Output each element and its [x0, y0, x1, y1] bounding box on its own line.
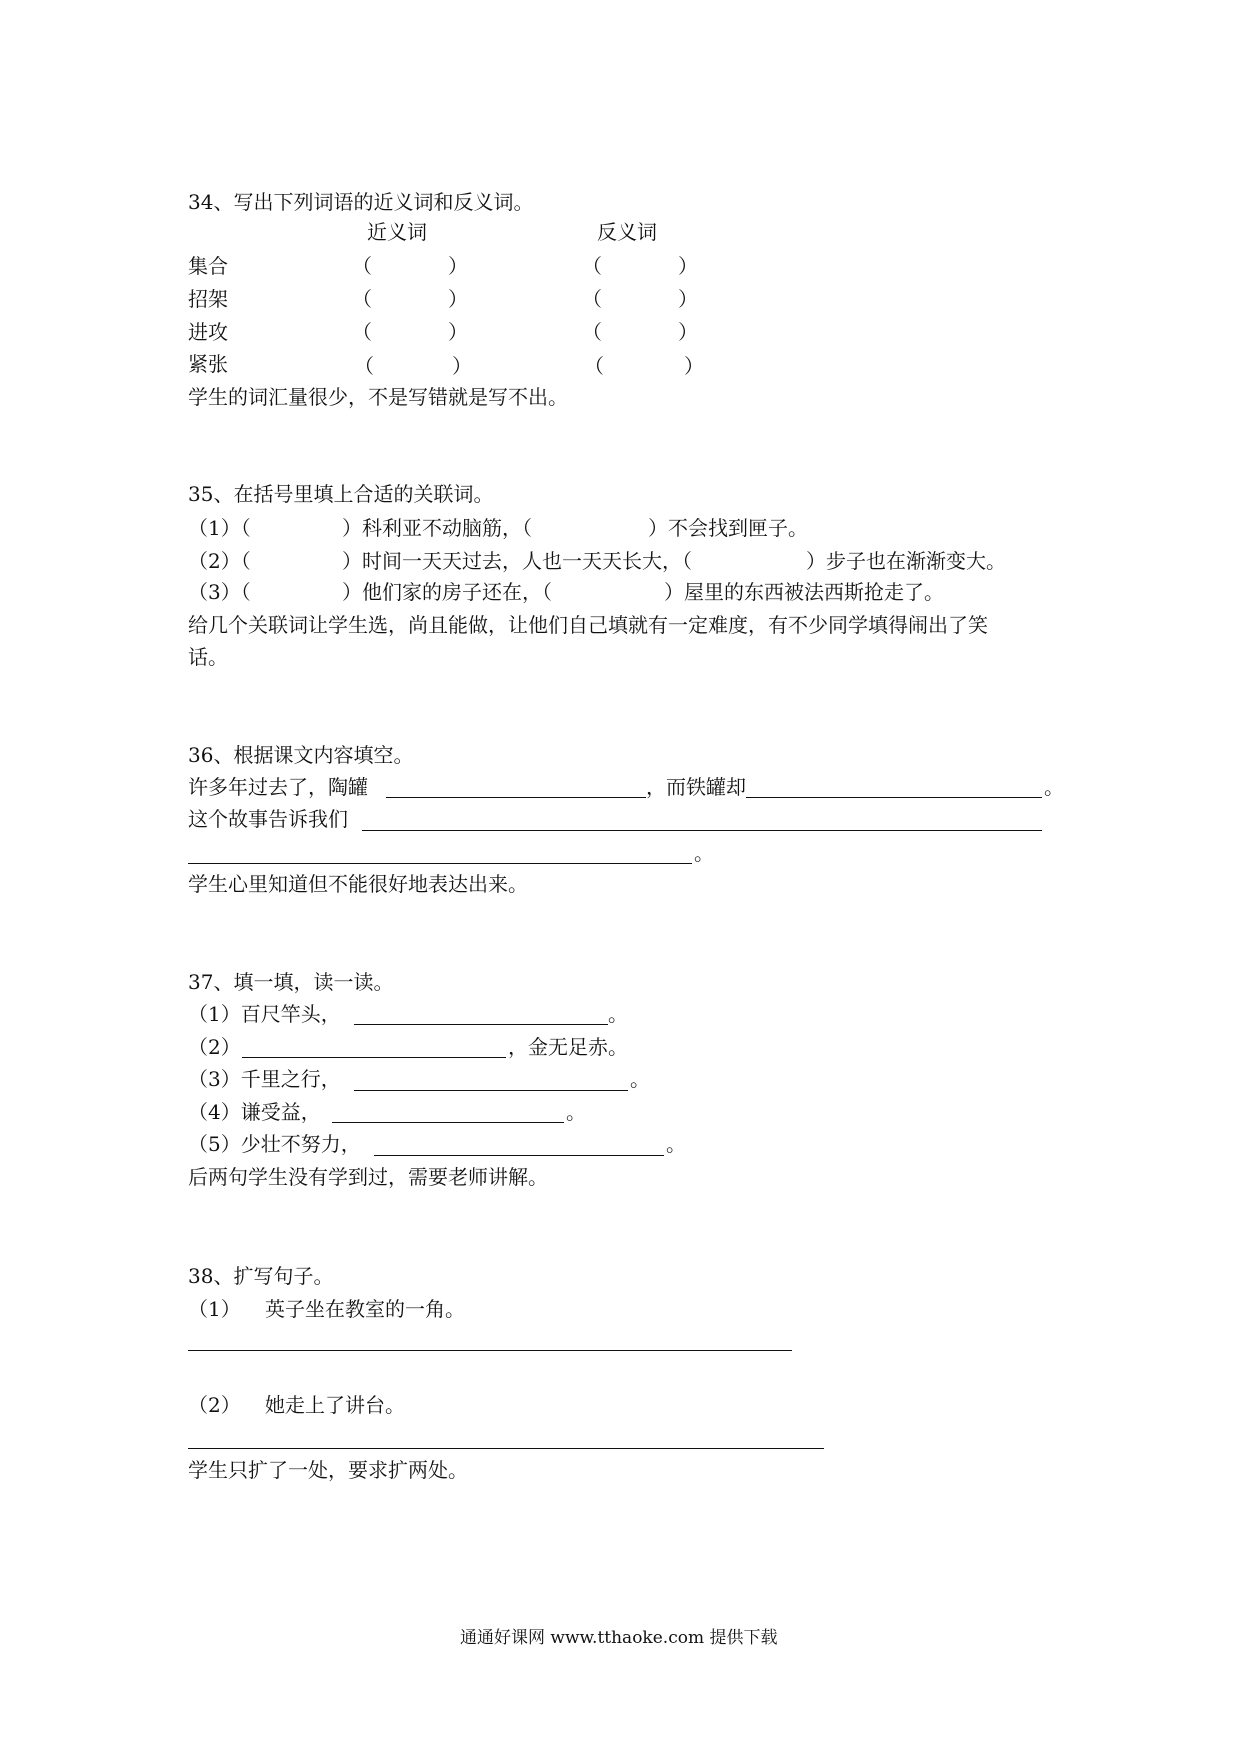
q34-word: 进攻	[188, 320, 228, 344]
q35-title: 35、在括号里填上合适的关联词。	[188, 482, 494, 506]
q38-item2-number: （2）	[188, 1393, 241, 1417]
q36-blank-iron[interactable]	[746, 797, 1042, 798]
q37-item-suffix: ，金无足赤。	[508, 1035, 628, 1059]
q34-word: 紧张	[188, 352, 228, 376]
q37-item-prefix: （3）千里之行，	[188, 1067, 341, 1091]
q35-item-end: ）步子也在渐渐变大。	[806, 549, 1006, 573]
q38-teacher-note: 学生只扩了一处，要求扩两处。	[188, 1458, 468, 1482]
q36-line1-start: 许多年过去了，陶罐	[188, 775, 368, 799]
q36-blank-lesson-cont[interactable]	[188, 863, 692, 864]
q34-title: 34、写出下列词语的近义词和反义词。	[188, 190, 534, 214]
close-paren: ）	[678, 287, 698, 311]
synonym-answer-slot[interactable]	[372, 254, 452, 278]
close-paren: ）	[448, 320, 468, 344]
q38-answer-line-2[interactable]	[188, 1448, 824, 1449]
close-paren: ）	[448, 254, 468, 278]
q37-item-suffix: 。	[608, 1002, 628, 1026]
q37-item-prefix: （4）谦受益，	[188, 1100, 321, 1124]
q38-item1-number: （1）	[188, 1297, 241, 1321]
q35-teacher-note-line2: 话。	[188, 645, 228, 669]
q36-line1-end: 。	[1044, 775, 1064, 799]
open-paren: （	[352, 320, 372, 344]
q36-teacher-note: 学生心里知道但不能很好地表达出来。	[188, 872, 528, 896]
q35-teacher-note-line1: 给几个关联词让学生选，尚且能做，让他们自己填就有一定难度，有不少同学填得闹出了笑	[188, 613, 988, 637]
q38-item2-sentence: 她走上了讲台。	[265, 1393, 405, 1417]
q38-item1-sentence: 英子坐在教室的一角。	[265, 1297, 465, 1321]
q37-blank-5[interactable]	[374, 1155, 664, 1156]
q34-col-synonym: 近义词	[367, 220, 427, 244]
q36-line1-middle: ，而铁罐却	[646, 775, 746, 799]
q36-blank-lesson[interactable]	[362, 830, 1042, 831]
q34-teacher-note: 学生的词汇量很少，不是写错就是写不出。	[188, 385, 568, 409]
q35-item-end: ）屋里的东西被法西斯抢走了。	[664, 580, 944, 604]
open-paren: （	[582, 320, 602, 344]
q38-title: 38、扩写句子。	[188, 1264, 334, 1288]
q34-col-antonym: 反义词	[597, 220, 657, 244]
q37-blank-3[interactable]	[354, 1090, 628, 1091]
q35-item-middle: ）他们家的房子还在，（	[342, 580, 552, 604]
open-paren: （	[582, 254, 602, 278]
open-paren: （	[582, 287, 602, 311]
q35-item-number: （3）（	[188, 580, 251, 604]
antonym-answer-slot[interactable]	[602, 254, 682, 278]
q37-blank-1[interactable]	[354, 1024, 608, 1025]
open-paren: （	[352, 287, 372, 311]
q35-item-number: （1）（	[188, 516, 251, 540]
q36-blank-pottery[interactable]	[386, 797, 646, 798]
q34-word: 招架	[188, 287, 228, 311]
q37-blank-2[interactable]	[242, 1057, 506, 1058]
q35-item-end: ）不会找到匣子。	[648, 516, 808, 540]
q37-title: 37、填一填，读一读。	[188, 970, 394, 994]
page-footer: 通通好课网 www.tthaoke.com 提供下载	[460, 1628, 778, 1648]
close-paren: ）	[684, 354, 704, 378]
q37-item-suffix: 。	[566, 1100, 586, 1124]
q37-blank-4[interactable]	[332, 1122, 564, 1123]
q38-answer-line-1[interactable]	[188, 1350, 792, 1351]
antonym-answer-slot[interactable]	[602, 287, 682, 311]
synonym-answer-slot[interactable]	[372, 287, 452, 311]
q37-item-prefix: （5）少壮不努力，	[188, 1132, 361, 1156]
open-paren: （	[584, 354, 604, 378]
q37-item-prefix: （1）百尺竿头，	[188, 1002, 341, 1026]
q35-item-middle: ）科利亚不动脑筋，（	[342, 516, 532, 540]
q35-item-middle: ）时间一天天过去，人也一天天长大，（	[342, 549, 692, 573]
q37-teacher-note: 后两句学生没有学到过，需要老师讲解。	[188, 1165, 548, 1189]
open-paren: （	[352, 254, 372, 278]
q34-word: 集合	[188, 254, 228, 278]
close-paren: ）	[678, 254, 698, 278]
close-paren: ）	[452, 354, 472, 378]
q36-line3-end: 。	[694, 841, 714, 865]
q37-item-prefix: （2）	[188, 1035, 241, 1059]
synonym-answer-slot[interactable]	[372, 320, 452, 344]
q37-item-suffix: 。	[666, 1132, 686, 1156]
q36-title: 36、根据课文内容填空。	[188, 743, 414, 767]
open-paren: （	[354, 354, 374, 378]
q35-item-number: （2）（	[188, 549, 251, 573]
q37-item-suffix: 。	[630, 1067, 650, 1091]
antonym-answer-slot[interactable]	[602, 320, 682, 344]
close-paren: ）	[448, 287, 468, 311]
close-paren: ）	[678, 320, 698, 344]
antonym-answer-slot[interactable]	[604, 354, 684, 378]
q36-line2: 这个故事告诉我们	[188, 807, 348, 831]
synonym-answer-slot[interactable]	[374, 354, 454, 378]
